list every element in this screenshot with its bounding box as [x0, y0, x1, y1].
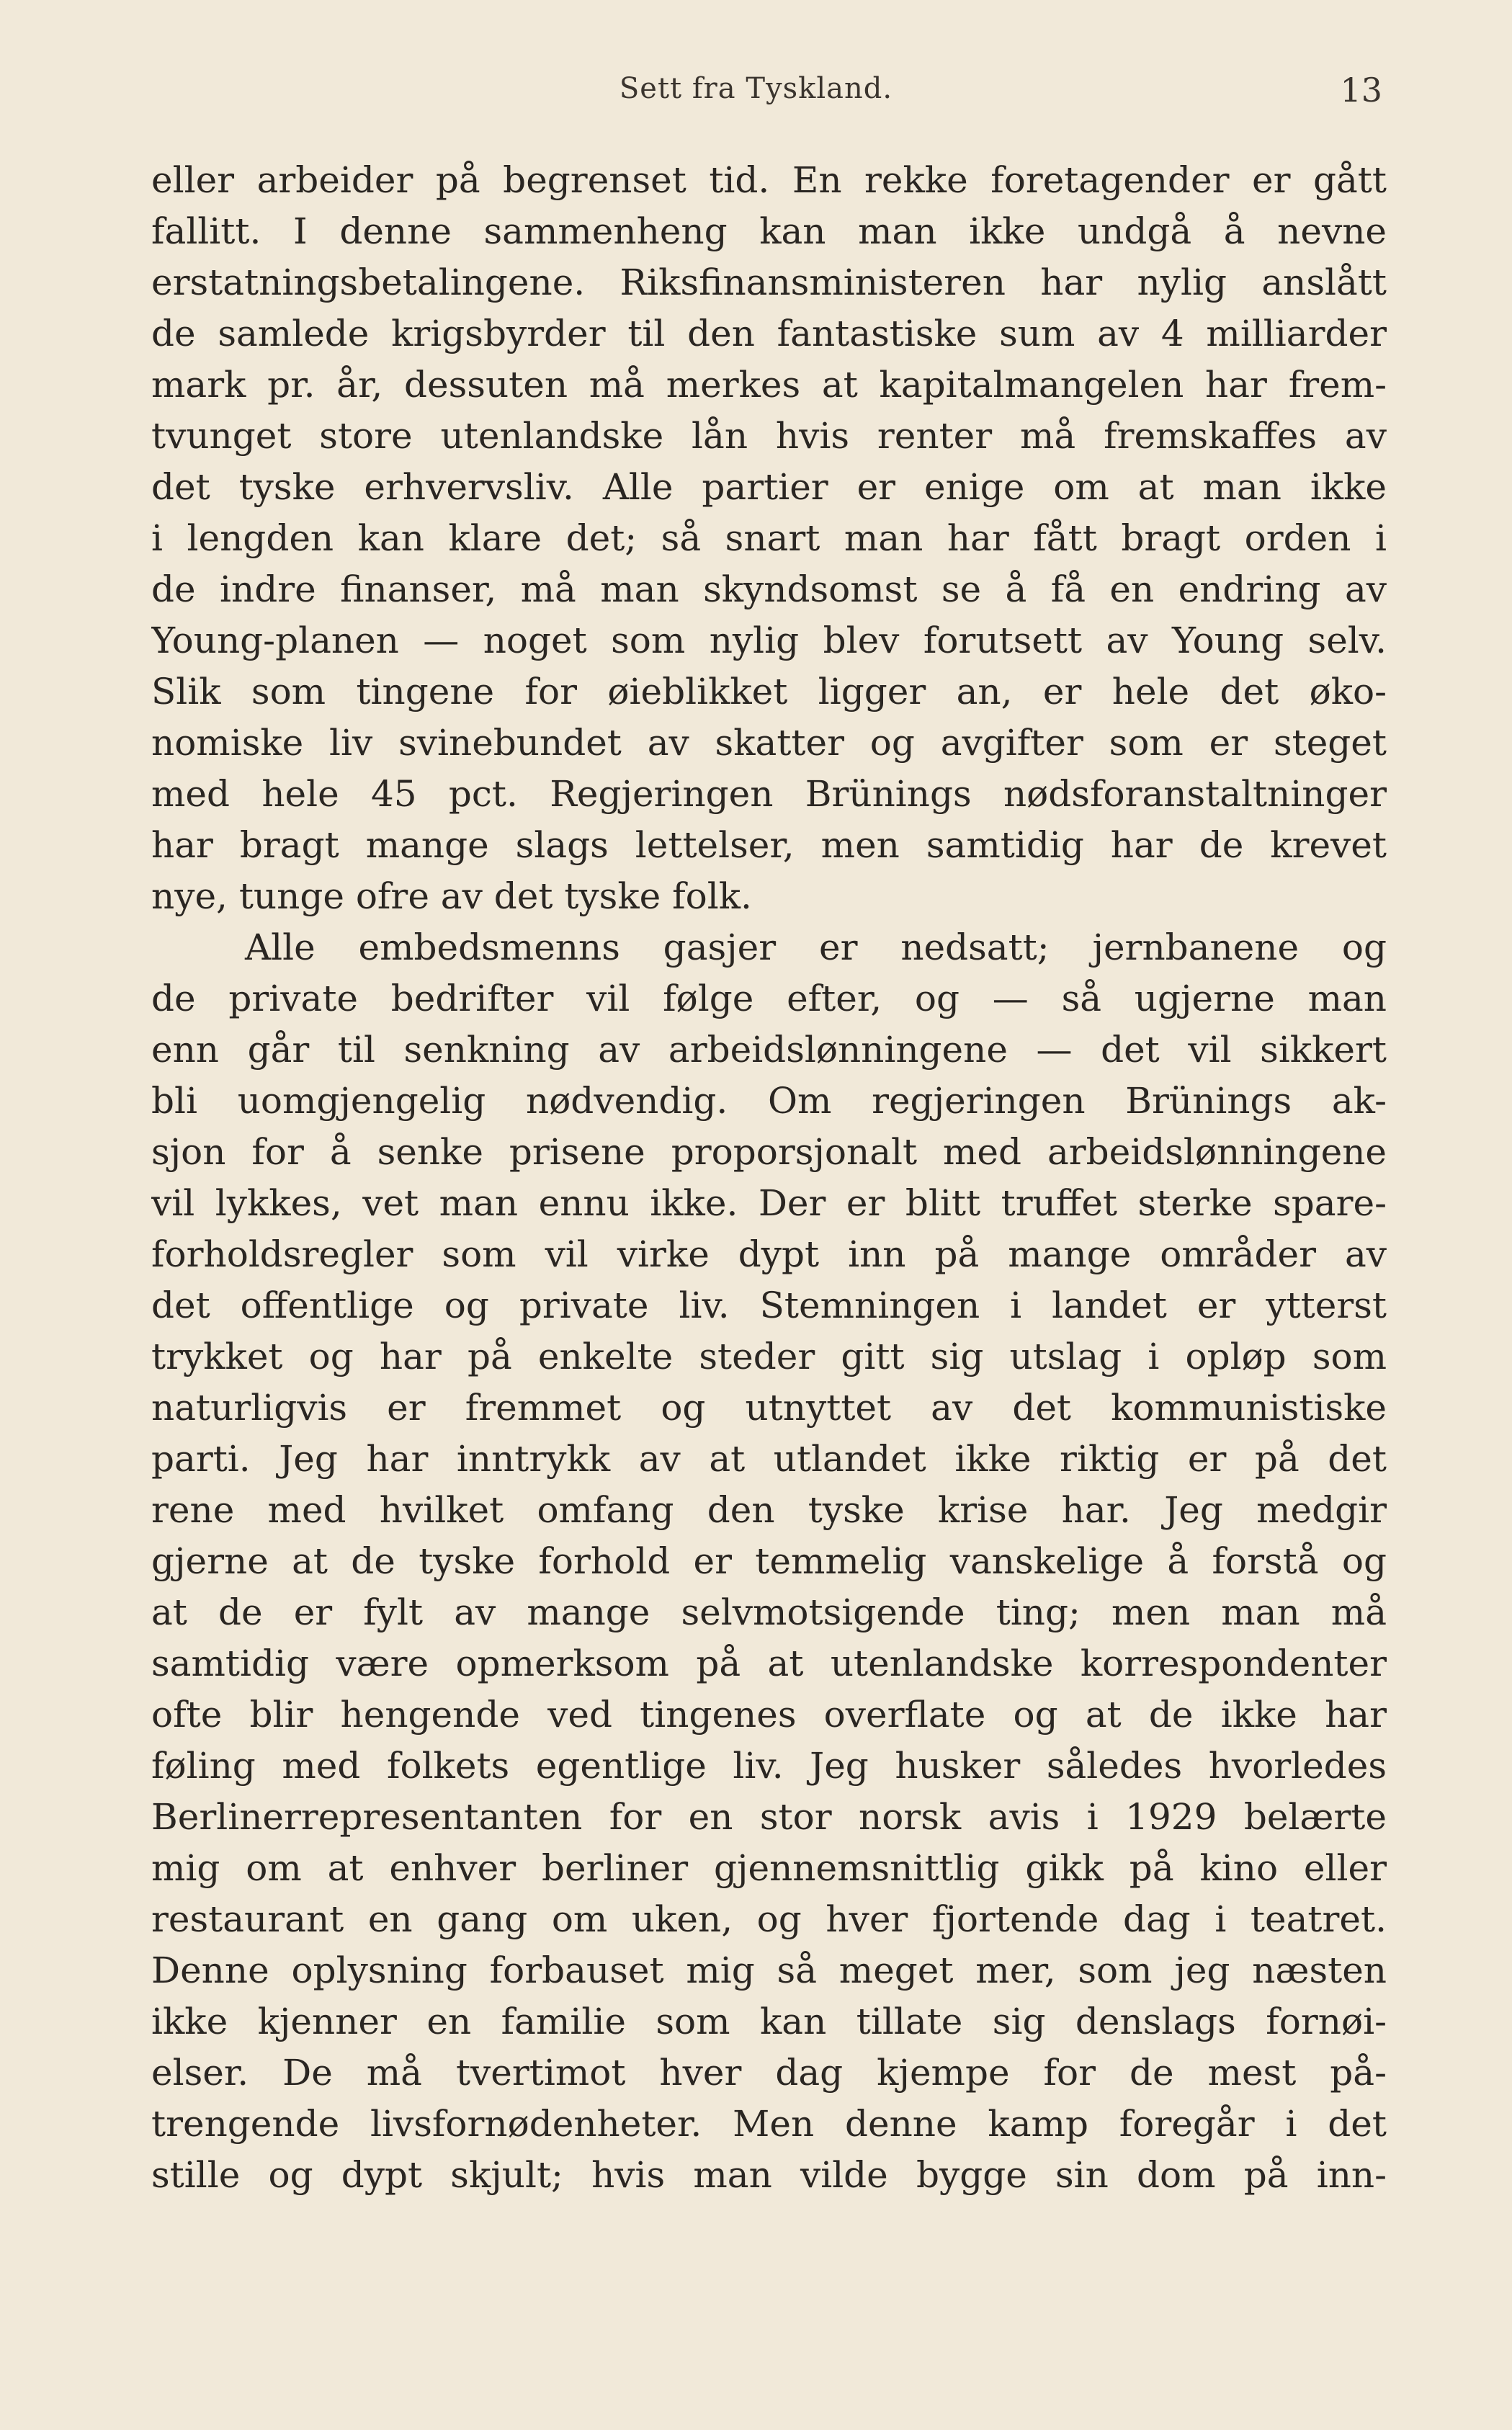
text-line: stille og dypt skjult; hvis man vilde bygge sin dom på inn-: [151, 2154, 1387, 2196]
text-line: i lengden kan klare det; så snart man har fått bragt orden i: [151, 517, 1387, 559]
text-line: Young-planen — noget som nylig blev forutsett av Young selv.: [151, 620, 1387, 661]
text-line: de indre finanser, må man skyndsomst se å få en endring av: [151, 568, 1387, 610]
text-line: forholdsregler som vil virke dypt inn på mange områder av: [151, 1233, 1387, 1275]
text-line: det tyske erhvervsliv. Alle partier er enige om at man ikke: [151, 466, 1387, 508]
text-line: rene med hvilket omfang den tyske krise har. Jeg medgir: [151, 1489, 1387, 1531]
text-line: har bragt mange slags lettelser, men samtidig har de krevet: [151, 824, 1387, 866]
text-line: med hele 45 pct. Regjeringen Brünings nødsforanstaltninger: [151, 773, 1387, 815]
text-line: sjon for å senke prisene proporsjonalt med arbeidslønningene: [151, 1131, 1387, 1173]
text-line: Berlinerrepresentanten for en stor norsk avis i 1929 belærte: [151, 1796, 1387, 1838]
text-line: tvunget store utenlandske lån hvis renter må fremskaffes av: [151, 415, 1387, 457]
text-line: fallitt. I denne sammenheng kan man ikke undgå å nevne: [151, 210, 1387, 252]
text-line: restaurant en gang om uken, og hver fjortende dag i teatret.: [151, 1898, 1387, 1940]
text-line: naturligvis er fremmet og utnyttet av det kommunistiske: [151, 1387, 1387, 1429]
text-line: trykket og har på enkelte steder gitt sig utslag i opløp som: [151, 1336, 1387, 1377]
running-head-title: Sett fra Tyskland.: [619, 72, 893, 105]
text-line: elser. De må tvertimot hver dag kjempe for de mest på-: [151, 2052, 1387, 2094]
text-line: vil lykkes, vet man ennu ikke. Der er blitt truffet sterke spare-: [151, 1182, 1387, 1224]
text-line: at de er fylt av mange selvmotsigende ting; men man må: [151, 1591, 1387, 1633]
paragraph: [151, 922, 1387, 2201]
text-line: ofte blir hengende ved tingenes overflate og at de ikke har: [151, 1694, 1387, 1736]
text-line: nye, tunge ofre av det tyske folk.: [151, 875, 752, 917]
text-line: trengende livsfornødenheter. Men denne kamp foregår i det: [151, 2103, 1387, 2145]
text-line: Denne oplysning forbauset mig så meget mer, som jeg næsten: [151, 1949, 1387, 1991]
text-line: bli uomgjengelig nødvendig. Om regjeringen Brünings ak-: [151, 1080, 1387, 1122]
text-line: erstatningsbetalingene. Riksfinansministeren har nylig anslått: [151, 262, 1387, 303]
text-line: gjerne at de tyske forhold er temmelig vanskelige å forstå og: [151, 1540, 1387, 1582]
page-number: 13: [1340, 71, 1382, 110]
text-line: nomiske liv svinebundet av skatter og avgifter som er steget: [151, 722, 1387, 764]
text-line: Alle embedsmenns gasjer er nedsatt; jernbanene og: [245, 926, 1387, 968]
paragraph: [151, 155, 1387, 922]
text-line: eller arbeider på begrenset tid. En rekke foretagender er gått: [151, 159, 1387, 201]
text-line: ikke kjenner en familie som kan tillate sig denslags fornøi-: [151, 2001, 1387, 2042]
body-text: [151, 155, 1387, 2201]
text-line: mig om at enhver berliner gjennemsnittlig gikk på kino eller: [151, 1847, 1387, 1889]
text-line: enn går til senkning av arbeidslønningene — det vil sikkert: [151, 1029, 1387, 1071]
text-line: mark pr. år, dessuten må merkes at kapitalmangelen har frem-: [151, 364, 1387, 406]
running-head: [0, 72, 1512, 122]
text-line: føling med folkets egentlige liv. Jeg husker således hvorledes: [151, 1745, 1387, 1787]
text-line: de samlede krigsbyrder til den fantastiske sum av 4 milliarder: [151, 313, 1387, 354]
text-line: de private bedrifter vil følge efter, og — så ugjerne man: [151, 978, 1387, 1019]
text-line: parti. Jeg har inntrykk av at utlandet ikke riktig er på det: [151, 1438, 1387, 1480]
text-line: det offentlige og private liv. Stemningen i landet er ytterst: [151, 1285, 1387, 1326]
text-line: Slik som tingene for øieblikket ligger an, er hele det øko-: [151, 671, 1387, 713]
text-line: samtidig være opmerksom på at utenlandske korrespondenter: [151, 1643, 1387, 1684]
